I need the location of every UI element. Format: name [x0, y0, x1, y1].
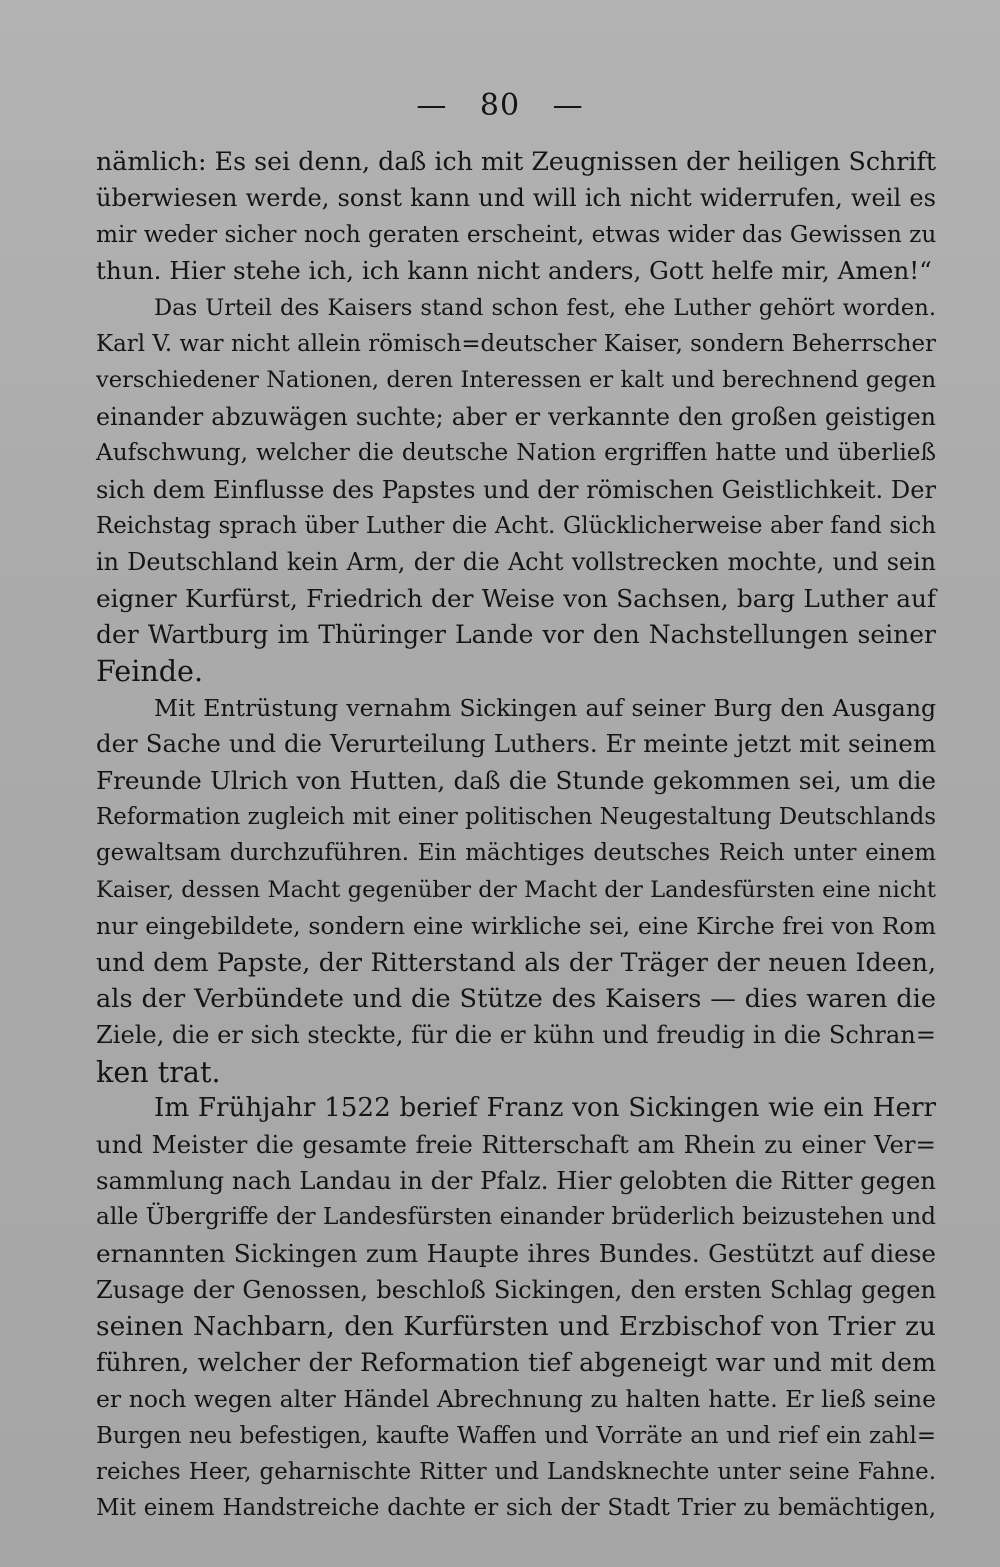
- text-line: einander abzuwägen suchte; aber er verkannte den großen geistigen: [96, 402, 936, 431]
- text-line: reiches Heer, geharnischte Ritter und Landsknechte unter seine Fahne.: [96, 1459, 936, 1486]
- text-line: sammlung nach Landau in der Pfalz. Hier gelobten die Ritter gegen: [96, 1165, 936, 1195]
- text-line: thun. Hier stehe ich, ich kann nicht anders, Gott helfe mir, Amen!“: [96, 256, 932, 286]
- text-line: Reformation zugleich mit einer politischen Neugestaltung Deutschlands: [96, 804, 936, 831]
- header-dash-right: —: [552, 88, 584, 123]
- text-line: Freunde Ulrich von Hutten, daß die Stunde gekommen sei, um die: [96, 765, 936, 795]
- text-line: Aufschwung, welcher die deutsche Nation ergriffen hatte und überließ: [96, 439, 936, 467]
- text-line: Ziele, die er sich steckte, für die er kühn und freudig in die Schran=: [96, 1021, 936, 1050]
- text-line: Burgen neu befestigen, kaufte Waffen und Vorräte an und rief ein zahl=: [96, 1422, 936, 1449]
- header-dash-left: —: [416, 88, 448, 123]
- text-line: der Wartburg im Thüringer Lande vor den Nachstellungen seiner: [96, 620, 936, 650]
- text-line: Das Urteil des Kaisers stand schon fest, ehe Luther gehört worden.: [154, 294, 936, 321]
- text-line: der Sache und die Verurteilung Luthers. Er meinte jetzt mit seinem: [96, 729, 936, 759]
- text-line: er noch wegen alter Händel Abrechnung zu halten hatte. Er ließ seine: [96, 1385, 936, 1414]
- page-number-header: [0, 88, 1000, 123]
- body-text: [96, 144, 936, 1527]
- text-line: Mit Entrüstung vernahm Sickingen auf seiner Burg den Ausgang: [154, 693, 936, 722]
- text-line: eigner Kurfürst, Friedrich der Weise von Sachsen, barg Luther auf: [96, 583, 936, 613]
- text-line: alle Übergriffe der Landesfürsten einander brüderlich beizustehen und: [96, 1203, 936, 1231]
- page-number: 80: [479, 88, 521, 123]
- text-line: Kaiser, dessen Macht gegenüber der Macht der Landesfürsten eine nicht: [96, 876, 936, 903]
- text-line: Im Frühjahr 1522 berief Franz von Sickingen wie ein Herr: [154, 1093, 936, 1124]
- text-line: verschiedener Nationen, deren Interessen er kalt und berechnend gegen: [96, 367, 936, 394]
- text-line: Karl V. war nicht allein römisch=deutscher Kaiser, sondern Beherrscher: [96, 330, 936, 357]
- text-line: in Deutschland kein Arm, der die Acht vollstrecken mochte, und sein: [96, 548, 936, 577]
- text-line: seinen Nachbarn, den Kurfürsten und Erzbischof von Trier zu: [96, 1310, 936, 1342]
- text-line: nur eingebildete, sondern eine wirkliche sei, eine Kirche frei von Rom: [96, 912, 936, 941]
- text-line: ernannten Sickingen zum Haupte ihres Bundes. Gestützt auf diese: [96, 1238, 936, 1268]
- text-line: Zusage der Genossen, beschloß Sickingen, den ersten Schlag gegen: [96, 1276, 936, 1305]
- text-line: und dem Papste, der Ritterstand als der Träger der neuen Ideen,: [96, 947, 936, 977]
- text-line: führen, welcher der Reformation tief abgeneigt war und mit dem: [96, 1347, 936, 1377]
- text-line: sich dem Einflusse des Papstes und der römischen Geistlichkeit. Der: [96, 475, 936, 504]
- text-line: gewaltsam durchzuführen. Ein mächtiges deutsches Reich unter einem: [96, 840, 936, 867]
- text-line: mir weder sicher noch geraten erscheint, etwas wider das Gewissen zu: [96, 220, 937, 248]
- text-line: Mit einem Handstreiche dachte er sich der Stadt Trier zu bemächtigen,: [96, 1495, 936, 1522]
- text-line: Reichstag sprach über Luther die Acht. Glücklicherweise aber fand sich: [96, 512, 936, 539]
- text-line: Feinde.: [96, 654, 204, 689]
- text-line: nämlich: Es sei denn, daß ich mit Zeugnissen der heiligen Schrift: [96, 147, 936, 176]
- text-line: als der Verbündete und die Stütze des Kaisers — dies waren die: [96, 983, 936, 1014]
- text-line: ken trat.: [96, 1054, 221, 1089]
- text-line: und Meister die gesamte freie Ritterschaft am Rhein zu einer Ver=: [96, 1129, 936, 1159]
- text-line: überwiesen werde, sonst kann und will ich nicht widerrufen, weil es: [96, 184, 936, 213]
